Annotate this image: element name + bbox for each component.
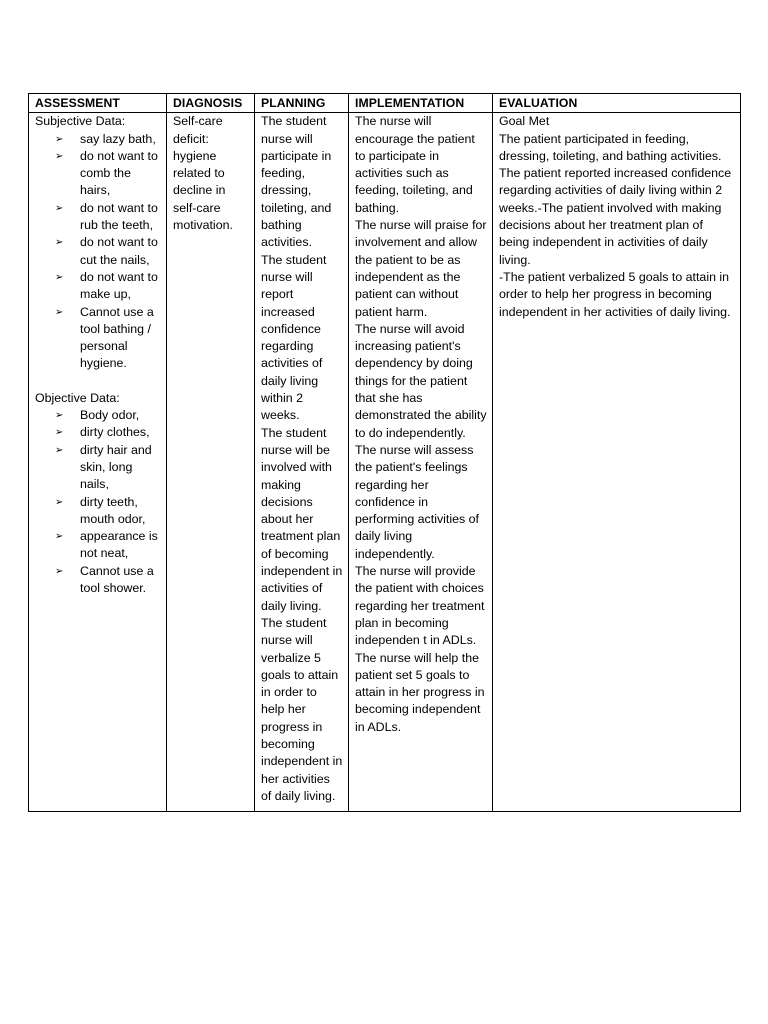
arrow-bullet-icon: ➢: [55, 306, 64, 318]
list-item: ➢ Body odor,: [35, 407, 161, 424]
list-item: ➢ say lazy bath,: [35, 131, 161, 148]
subjective-data-label: Subjective Data:: [35, 114, 126, 129]
header-assessment: ASSESSMENT: [29, 94, 167, 113]
implementation-cell: [349, 113, 493, 812]
list-item: ➢ appearance is not neat,: [55, 529, 158, 561]
implementation-item: The nurse will avoid increasing patient's dependency by doing things for the patient that she has demonstrated the ability to do independently.: [355, 321, 487, 440]
evaluation-text: -The patient verbalized 5 goals to attain in order to help her progress in becoming independent in her activities of daily living.: [499, 269, 731, 319]
evaluation-status: Goal Met: [499, 114, 550, 129]
list-item: ➢ do not want to comb the hairs,: [55, 148, 158, 198]
list-item: ➢ dirty hair and skin, long nails,: [55, 442, 152, 492]
evaluation-text: The patient participated in feeding, dressing, toileting, and bathing activities. The patient reported increased confidence regarding activities of daily living within 2 weeks.-The patient involved with making decisions about her treatment plan of being independent in activities of daily living.: [499, 131, 732, 267]
header-evaluation: EVALUATION: [493, 94, 741, 113]
spacer: [35, 373, 161, 390]
header-planning: PLANNING: [255, 94, 349, 113]
arrow-bullet-icon: ➢: [55, 150, 64, 162]
objective-list: [35, 407, 161, 597]
header-implementation: IMPLEMENTATION: [349, 94, 493, 113]
diagnosis-text: Self-care deficit: hygiene related to decline in self-care motivation.: [173, 114, 233, 233]
nursing-care-plan-table: [28, 93, 741, 812]
planning-item: The student nurse will participate in feeding, dressing, toileting, and bathing activities.: [261, 114, 332, 250]
arrow-bullet-icon: ➢: [55, 444, 64, 456]
list-item: ➢ Cannot use a tool bathing / personal hygiene.: [55, 304, 154, 371]
assessment-cell: [29, 113, 167, 812]
diagnosis-cell: [167, 113, 255, 812]
objective-data-label: Objective Data:: [35, 390, 120, 405]
arrow-bullet-icon: ➢: [55, 271, 64, 283]
planning-item: The student nurse will report increased confidence regarding activities of daily living within 2 weeks.: [261, 252, 327, 423]
implementation-item: The nurse will help the patient set 5 goals to attain in her progress in becoming independent in ADLs.: [355, 650, 485, 734]
arrow-bullet-icon: ➢: [55, 496, 64, 508]
implementation-item: The nurse will praise for involvement and allow the patient to be as independent as the patient can without patient harm.: [355, 218, 487, 319]
list-item: ➢ do not want to make up,: [55, 269, 158, 302]
subjective-list: [35, 131, 161, 373]
implementation-item: The nurse will assess the patient's feelings regarding her confidence in performing activities of daily living independently.: [355, 442, 479, 561]
arrow-bullet-icon: ➢: [55, 202, 64, 214]
content-row: [29, 113, 741, 812]
arrow-bullet-icon: ➢: [55, 410, 64, 422]
list-item: ➢ dirty teeth, mouth odor,: [55, 494, 146, 526]
arrow-bullet-icon: ➢: [55, 565, 64, 577]
implementation-item: The nurse will provide the patient with choices regarding her treatment plan in becoming independen t in ADLs.: [355, 564, 485, 648]
arrow-bullet-icon: ➢: [55, 427, 64, 439]
planning-item: The student nurse will be involved with making decisions about her treatment plan of becoming independent in activities of daily living.: [261, 425, 343, 613]
header-row: [29, 94, 741, 113]
planning-item: The student nurse will verbalize 5 goals to attain in order to help her progress in becoming independent in her activities of daily living.: [261, 615, 343, 803]
arrow-bullet-icon: ➢: [55, 531, 64, 543]
arrow-bullet-icon: ➢: [55, 133, 64, 145]
list-item: ➢ do not want to cut the nails,: [55, 235, 158, 267]
planning-cell: [255, 113, 349, 812]
arrow-bullet-icon: ➢: [55, 237, 64, 249]
list-item: ➢ dirty clothes,: [35, 424, 161, 441]
evaluation-cell: [493, 113, 741, 812]
header-diagnosis: DIAGNOSIS: [167, 94, 255, 113]
list-item: ➢ do not want to rub the teeth,: [55, 200, 158, 233]
list-item: ➢ Cannot use a tool shower.: [55, 563, 154, 596]
implementation-item: The nurse will encourage the patient to participate in activities such as feeding, toileting, and bathing.: [355, 114, 475, 215]
